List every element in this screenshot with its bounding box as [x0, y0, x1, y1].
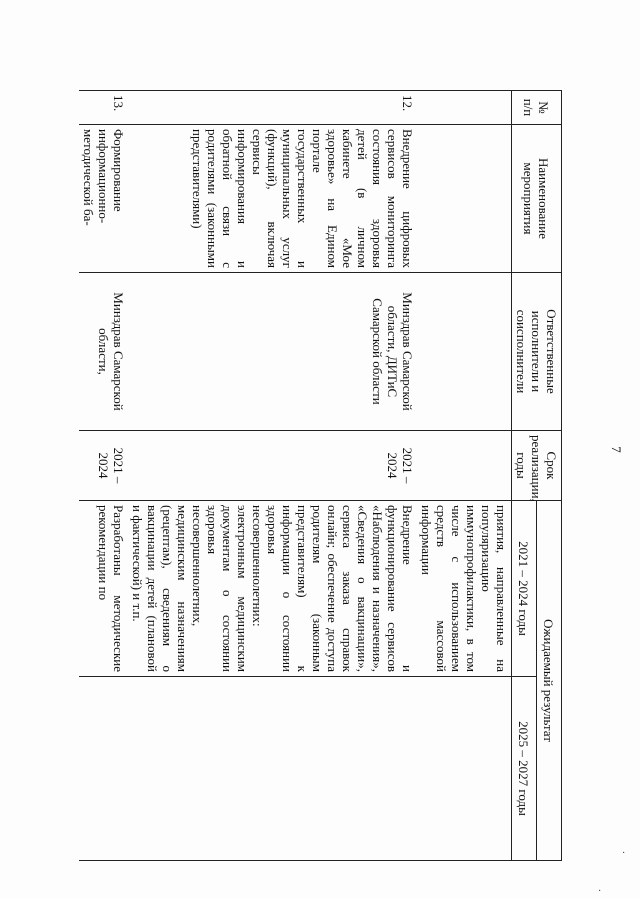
cell-name: Формирование информационно-методической ба- — [79, 125, 128, 273]
header-responsible: Ответственные исполнители и соисполнители — [512, 273, 562, 431]
header-result-2025: 2025 – 2027 годы — [512, 677, 537, 861]
header-result-2021: 2021 – 2024 годы — [512, 501, 537, 677]
page-number: 7 — [609, 446, 624, 453]
header-result: Ожидаемый результат — [537, 501, 562, 861]
table-row — [128, 91, 417, 861]
scan-mark: · — [598, 886, 602, 897]
cell-result-2021: Разработаны методические рекомендации по — [79, 501, 128, 677]
cell-name: Внедрение цифровых сервисов мониторинга состояния здоровья детей (в личном кабинете «Мое здоровье» на Едином портале государственных и муниципальных услуг (функций), включая сервисы информирования и обратной связи с родителями (законными представителями) — [128, 125, 417, 273]
cell-term: 2021 – 2024 — [79, 431, 128, 501]
scan-mark: · — [622, 848, 626, 859]
header-term: Срок реализации, годы — [512, 431, 562, 501]
cell-result-2021: Внедрение и функционирование сервисов «Наблюдения и назначения», «Сведения о вакцинации», сервиса заказа справок онлайн; обеспечение доступа родителям (законным представителям) к информации о состоянии здоровья несовершеннолетних: электронным медицинским документам о состоянии здоровья несовершеннолетних, медицинским назначениям (рецептам), сведениям о вакцинации детей (плановой и фактической) и т.п. — [128, 501, 417, 677]
cell-result-2021: приятия, направленные на популяризацию иммунопрофилактики, в том числе с использованием средств массовой информации — [417, 501, 512, 677]
table-row-carry-over — [417, 91, 512, 861]
cell-num: 13. — [79, 91, 128, 125]
header-name: Наименование мероприятия — [512, 125, 562, 273]
cell-result-2025 — [128, 677, 417, 861]
measures-table — [79, 90, 562, 861]
header-num: № п/п — [512, 91, 562, 125]
cell-responsible: Минздрав Самарской области, — [79, 273, 128, 431]
cell-num: 12. — [128, 91, 417, 125]
cell-term: 2021 – 2024 — [128, 431, 417, 501]
table-row — [79, 91, 128, 861]
cell-result-2025 — [79, 677, 128, 861]
cell-responsible: Минздрав Самарской области, ДИТиС Самарской области — [128, 273, 417, 431]
